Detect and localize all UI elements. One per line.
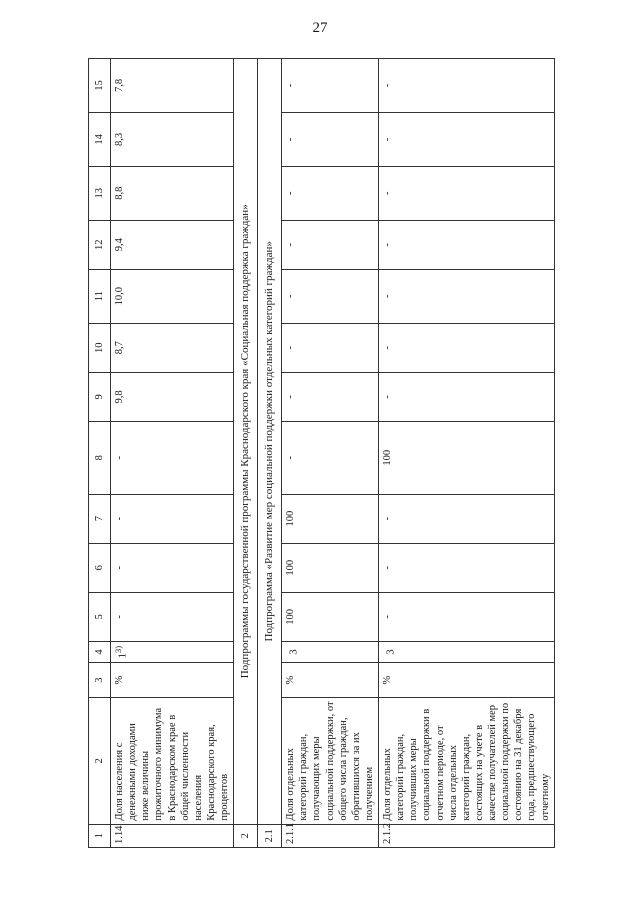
row-c6: - [111, 543, 234, 592]
header-cell: 15 [89, 59, 111, 113]
row-c12: - [379, 220, 555, 269]
row-c9: 9,8 [111, 372, 234, 421]
row-c9: - [282, 372, 379, 421]
row-id: 2.1.2 [379, 824, 555, 847]
row-c14: 8,3 [111, 112, 234, 166]
row-label: Доля населения с денежными доходами ниже величины прожиточного минимума в Краснодарском крае в общей численности населения Краснодарского края, процентов [111, 698, 234, 824]
section-row [234, 59, 258, 848]
row-c11: 10,0 [111, 269, 234, 323]
row-c8: - [282, 421, 379, 494]
row-c4: 3 [282, 642, 379, 663]
header-cell: 9 [89, 372, 111, 421]
table-row [111, 59, 234, 848]
header-cell: 4 [89, 642, 111, 663]
table-row [379, 59, 555, 848]
row-c6: 100 [282, 543, 379, 592]
table-wrapper [88, 58, 551, 848]
row-c5: - [379, 592, 555, 641]
row-c4: 1$^{3)}$ [111, 642, 234, 663]
row-c15: 7,8 [111, 59, 234, 113]
row-id: 2.1.1 [282, 824, 379, 847]
header-cell: 7 [89, 494, 111, 543]
rotated-table-area [88, 58, 551, 848]
row-c14: - [282, 112, 379, 166]
indicators-table [88, 58, 555, 848]
header-cell: 13 [89, 166, 111, 220]
row-label: Доля отдельных категорий граждан, получающих меры социальной поддержки, от общего числа граждан, обратившихся за их получением [282, 698, 379, 824]
header-cell: 1 [89, 824, 111, 847]
row-c10: 8,7 [111, 323, 234, 372]
header-cell: 5 [89, 592, 111, 641]
header-cell: 10 [89, 323, 111, 372]
row-id: 2 [234, 824, 258, 847]
row-c10: - [282, 323, 379, 372]
row-c11: - [379, 269, 555, 323]
row-c6: - [379, 543, 555, 592]
row-c4: 3 [379, 642, 555, 663]
row-c13: 8,8 [111, 166, 234, 220]
row-c8: 100 [379, 421, 555, 494]
row-c13: - [379, 166, 555, 220]
row-c7: - [111, 494, 234, 543]
row-c5: 100 [282, 592, 379, 641]
row-c8: - [111, 421, 234, 494]
row-c11: - [282, 269, 379, 323]
row-c14: - [379, 112, 555, 166]
header-cell: 12 [89, 220, 111, 269]
page-number: 27 [312, 20, 328, 36]
row-unit: % [111, 663, 234, 698]
row-id: 1.14 [111, 824, 234, 847]
section-row [258, 59, 282, 848]
row-label: Доля отдельных категорий граждан, получивших меры социальной поддержки в отчетном периоде, от числа отдельных категорий граждан, состоящих на учете в качестве получателей мер социальной поддержки по состоянию на 31 декабря года, предшествующего отчетному [379, 698, 555, 824]
row-c10: - [379, 323, 555, 372]
row-c7: 100 [282, 494, 379, 543]
header-cell: 8 [89, 421, 111, 494]
header-cell: 6 [89, 543, 111, 592]
row-c13: - [282, 166, 379, 220]
header-row [89, 59, 111, 848]
header-cell: 2 [89, 698, 111, 824]
subsection-title: Подпрограмма «Развитие мер социальной поддержки отдельных категорий граждан» [258, 59, 282, 825]
row-c5: - [111, 592, 234, 641]
row-c12: 9,4 [111, 220, 234, 269]
row-unit: % [282, 663, 379, 698]
table-row [282, 59, 379, 848]
header-cell: 14 [89, 112, 111, 166]
row-id: 2.1 [258, 824, 282, 847]
header-cell: 11 [89, 269, 111, 323]
row-c9: - [379, 372, 555, 421]
row-c15: - [282, 59, 379, 113]
row-c7: - [379, 494, 555, 543]
row-unit: % [379, 663, 555, 698]
header-cell: 3 [89, 663, 111, 698]
section-title: Подпрограммы государственной программы Краснодарского края «Социальная поддержка граждан» [234, 59, 258, 825]
row-c12: - [282, 220, 379, 269]
row-c15: - [379, 59, 555, 113]
